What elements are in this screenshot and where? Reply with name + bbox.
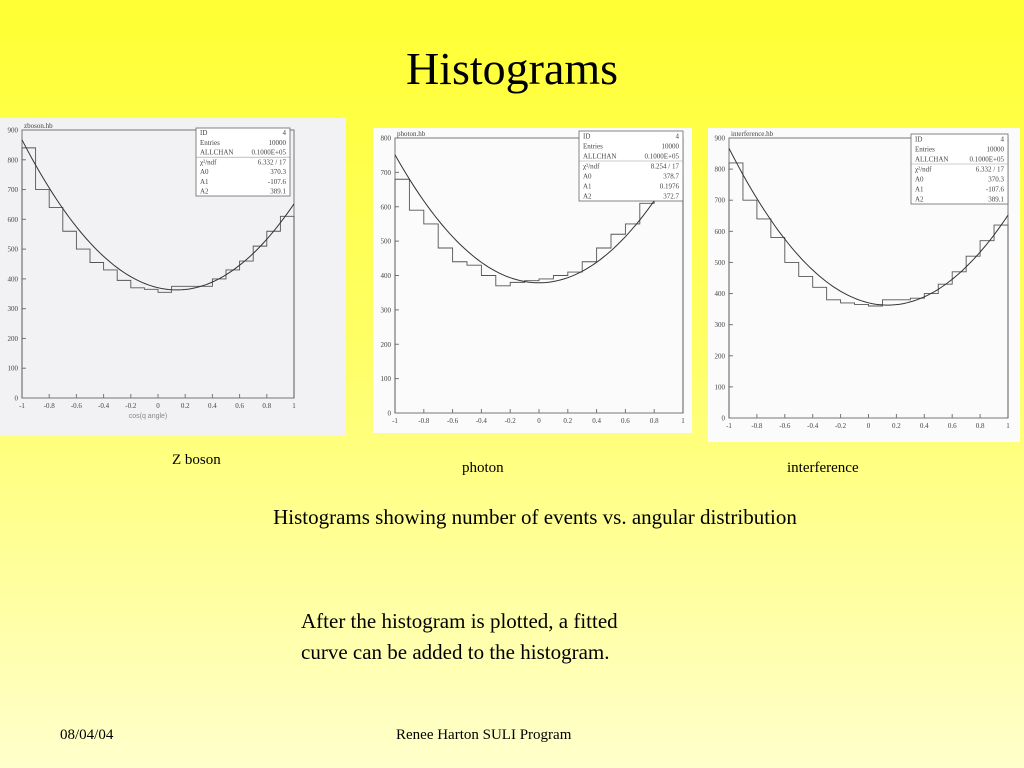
fit-note-line-1: After the histogram is plotted, a fitted <box>301 609 618 633</box>
x-tick-label: -0.4 <box>807 422 819 430</box>
y-tick-label: 800 <box>7 156 18 165</box>
y-tick-label: 400 <box>7 275 18 284</box>
stats-label: ALLCHAN <box>583 152 617 161</box>
stats-value: 378.7 <box>663 172 679 181</box>
stats-label: Entries <box>915 145 935 154</box>
y-tick-label: 900 <box>714 134 725 143</box>
x-axis-label: cos(q angle) <box>128 413 168 420</box>
stats-value: 0.1000E+05 <box>969 155 1004 164</box>
x-tick-label: -0.8 <box>418 417 430 425</box>
x-tick-label: 0.8 <box>649 417 659 425</box>
zboson-histogram-chart <box>0 118 346 436</box>
stats-label: ID <box>583 132 591 141</box>
y-tick-label: 100 <box>7 364 18 373</box>
y-tick-label: 800 <box>380 134 391 143</box>
x-tick-label: 0.4 <box>919 422 929 430</box>
x-tick-label: -0.6 <box>447 417 459 425</box>
interference-histogram-chart <box>708 128 1020 442</box>
interference-histogram-panel <box>708 128 1020 442</box>
x-tick-label: 0.4 <box>592 417 601 425</box>
file-label: photon.hb <box>397 130 426 138</box>
y-tick-label: 600 <box>714 227 725 236</box>
photon-histogram-chart <box>373 128 692 433</box>
x-tick-label: 0 <box>537 417 541 425</box>
y-tick-label: 100 <box>380 375 391 384</box>
x-tick-label: -0.6 <box>779 422 791 430</box>
stats-label: A1 <box>583 182 592 191</box>
x-tick-label: 0.4 <box>208 402 217 410</box>
stats-label: A1 <box>915 185 924 194</box>
y-tick-label: 300 <box>7 305 18 314</box>
y-tick-label: 300 <box>380 306 391 315</box>
file-label: zboson.hb <box>24 122 53 130</box>
stats-value: 4 <box>282 129 286 138</box>
y-tick-label: 0 <box>721 414 725 423</box>
stats-label: A2 <box>915 195 924 204</box>
x-tick-label: 0.6 <box>947 422 957 430</box>
stats-label: A2 <box>200 187 209 196</box>
y-tick-label: 400 <box>714 290 725 299</box>
histogram-description: Histograms showing number of events vs. angular distribution <box>273 505 797 529</box>
stats-label: Entries <box>200 138 220 147</box>
photon-histogram-panel <box>373 128 692 433</box>
y-tick-label: 600 <box>380 203 391 212</box>
stats-label: A2 <box>583 192 592 201</box>
x-tick-label: -0.6 <box>70 402 82 410</box>
y-tick-label: 600 <box>7 215 18 224</box>
y-tick-label: 200 <box>7 334 18 343</box>
x-tick-label: 0.8 <box>975 422 985 430</box>
stats-label: A0 <box>200 168 209 177</box>
x-tick-label: -0.8 <box>751 422 763 430</box>
footer-author: Renee Harton SULI Program <box>396 727 572 743</box>
stats-value: -107.6 <box>267 177 286 186</box>
y-tick-label: 800 <box>714 165 725 174</box>
x-tick-label: 0.2 <box>892 422 901 430</box>
photon-caption: photon <box>462 460 504 476</box>
stats-value: 370.3 <box>270 168 286 177</box>
zboson-caption: Z boson <box>172 452 221 468</box>
y-tick-label: 500 <box>7 245 18 254</box>
stats-label: χ²/ndf <box>200 158 217 167</box>
slide-title: Histograms <box>405 43 619 94</box>
stats-value: 4 <box>675 132 679 141</box>
x-tick-label: -1 <box>726 422 732 430</box>
y-tick-label: 500 <box>380 237 391 246</box>
x-tick-label: 1 <box>1006 422 1010 430</box>
y-tick-label: 700 <box>7 186 18 195</box>
x-tick-label: 0.6 <box>235 402 244 410</box>
stats-value: 370.3 <box>988 175 1004 184</box>
y-tick-label: 700 <box>380 168 391 177</box>
x-tick-label: -1 <box>392 417 398 425</box>
stats-value: 372.7 <box>663 192 679 201</box>
stats-value: 389.1 <box>270 187 286 196</box>
histogram-bins <box>395 179 683 413</box>
footer-date: 08/04/04 <box>60 727 114 743</box>
y-tick-label: 200 <box>380 340 391 349</box>
stats-value: 389.1 <box>988 195 1004 204</box>
stats-label: Entries <box>583 142 603 151</box>
y-tick-label: 400 <box>380 272 391 280</box>
stats-value: 10000 <box>268 138 286 147</box>
stats-value: 8.254 / 17 <box>650 162 679 171</box>
x-tick-label: 0 <box>156 402 160 410</box>
y-tick-label: 900 <box>7 126 18 135</box>
stats-value: 6.332 / 17 <box>257 158 286 167</box>
fit-note-line-2: curve can be added to the histogram. <box>301 640 610 664</box>
x-tick-label: -0.4 <box>475 417 487 425</box>
y-tick-label: 100 <box>714 383 725 392</box>
zboson-histogram-panel <box>0 118 346 436</box>
y-tick-label: 0 <box>14 394 18 403</box>
x-tick-label: 0.2 <box>563 417 573 425</box>
stats-value: 6.332 / 17 <box>975 165 1004 174</box>
y-tick-label: 300 <box>714 321 725 330</box>
x-tick-label: -0.2 <box>504 417 516 425</box>
file-label: interference.hb <box>731 130 774 138</box>
stats-value: 4 <box>1000 135 1004 144</box>
stats-label: χ²/ndf <box>583 162 600 171</box>
stats-label: ALLCHAN <box>915 155 949 164</box>
x-tick-label: 0 <box>866 422 871 430</box>
stats-value: 0.1976 <box>659 182 679 191</box>
y-tick-label: 200 <box>714 352 725 361</box>
x-tick-label: 0.6 <box>621 417 630 425</box>
y-tick-label: 700 <box>714 196 725 205</box>
stats-value: 0.1000E+05 <box>251 148 286 157</box>
y-tick-label: 500 <box>714 258 725 267</box>
x-tick-label: 1 <box>292 402 296 410</box>
y-tick-label: 0 <box>387 409 391 418</box>
x-tick-label: -1 <box>19 402 25 410</box>
stats-value: -107.6 <box>985 185 1004 194</box>
x-tick-label: 0.2 <box>180 402 190 410</box>
stats-label: ID <box>915 135 923 144</box>
stats-label: ALLCHAN <box>200 148 234 157</box>
x-tick-label: 0.8 <box>262 402 272 410</box>
x-tick-label: 1 <box>681 417 685 425</box>
stats-label: A0 <box>915 175 924 184</box>
x-tick-label: -0.2 <box>835 422 847 430</box>
stats-label: A1 <box>200 177 209 186</box>
stats-value: 10000 <box>661 142 679 151</box>
stats-label: ID <box>200 129 208 138</box>
stats-value: 0.1000E+05 <box>644 152 679 161</box>
stats-value: 10000 <box>986 145 1004 154</box>
fit-note <box>301 606 781 668</box>
x-tick-label: -0.4 <box>98 402 110 410</box>
stats-label: χ²/ndf <box>915 165 932 174</box>
stats-label: A0 <box>583 172 592 181</box>
x-tick-label: -0.8 <box>43 402 55 410</box>
x-tick-label: -0.2 <box>125 402 137 410</box>
interference-caption: interference <box>787 460 859 476</box>
